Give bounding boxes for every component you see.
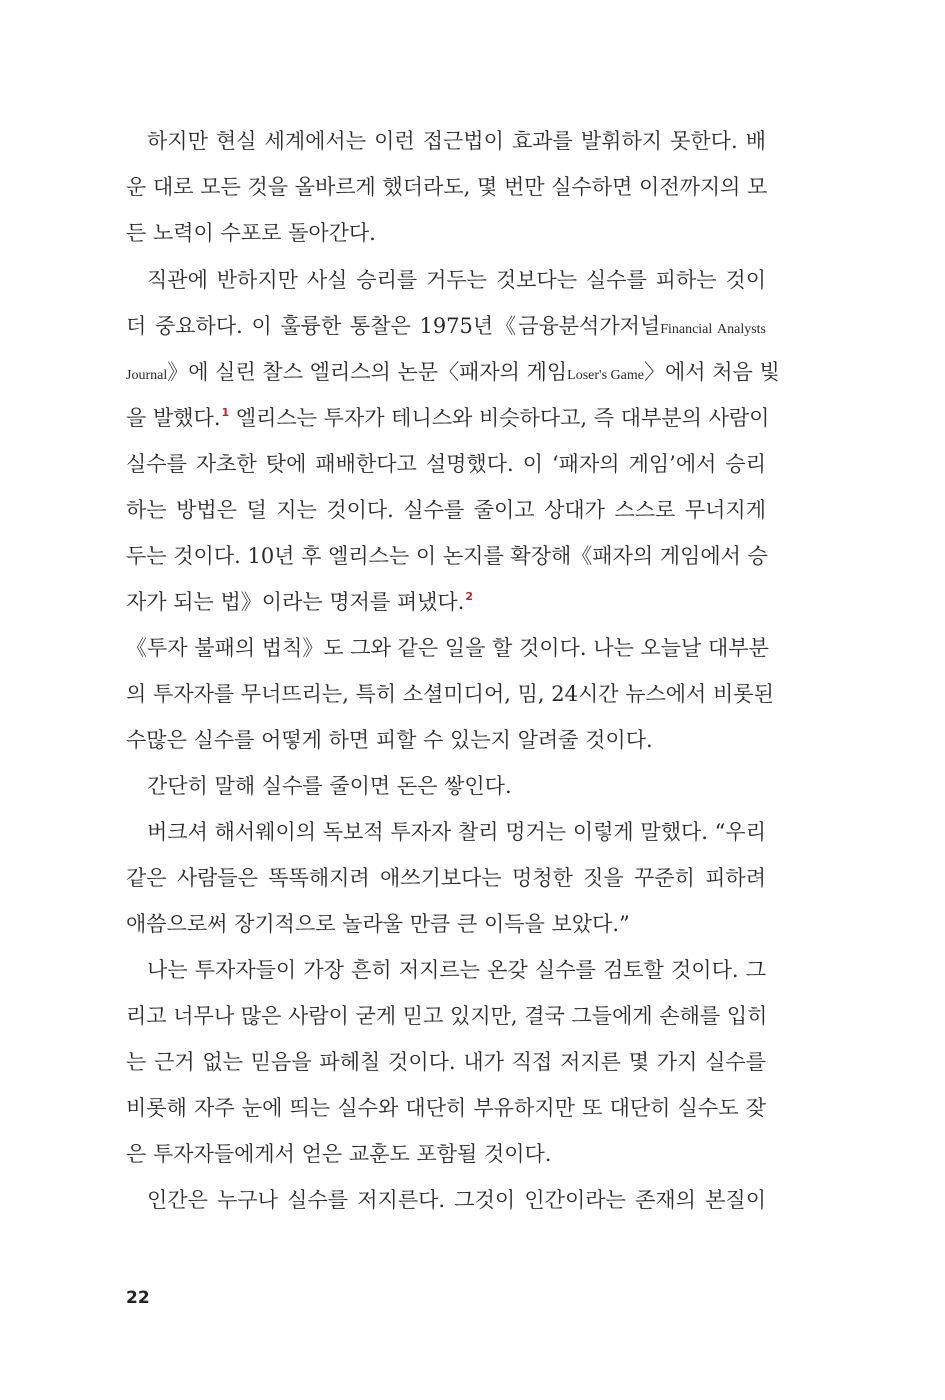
paragraph-1-line-3: 든 노력이 수포로 돌아간다. bbox=[126, 221, 376, 245]
paragraph-2-line-8: 자가 되는 법》이라는 명저를 펴냈다.$^2$ bbox=[126, 590, 474, 614]
paragraph-4-line-1: 간단히 말해 실수를 줄이면 돈은 쌓인다. bbox=[147, 774, 512, 798]
paragraph-5-line-3: 애씀으로써 장기적으로 놀라울 만큼 큰 이득을 보았다.” bbox=[126, 912, 630, 936]
english-journal-title-2: Journal bbox=[126, 368, 168, 383]
paragraph-2-line-3: Journal》에 실린 찰스 엘리스의 논문〈패자의 게임Loser's Game〉에서 처음 빛 bbox=[126, 360, 780, 384]
english-article-title: Loser's Game bbox=[567, 368, 644, 383]
paragraph-6-line-2: 리고 너무나 많은 사람이 굳게 믿고 있지만, 결국 그들에게 손해를 입히 bbox=[126, 1004, 768, 1028]
paragraph-2-line-2: 더 중요하다. 이 훌륭한 통찰은 1975년《금융분석가저널Financial Analysts bbox=[126, 314, 767, 338]
paragraph-6-line-3: 는 근거 없는 믿음을 파헤칠 것이다. 내가 직접 저지른 몇 가지 실수를 bbox=[126, 1050, 766, 1074]
paragraph-6-line-4: 비롯해 자주 눈에 띄는 실수와 대단히 부유하지만 또 대단히 실수도 잦 bbox=[126, 1096, 766, 1120]
footnote-marker-2[interactable]: 2 bbox=[465, 590, 474, 603]
paragraph-2-line-1: 직관에 반하지만 사실 승리를 거두는 것보다는 실수를 피하는 것이 bbox=[147, 268, 766, 292]
paragraph-3-line-1: 《투자 불패의 법칙》도 그와 같은 일을 할 것이다. 나는 오늘날 대부분 bbox=[126, 636, 769, 660]
paragraph-6-line-5: 은 투자자들에게서 얻은 교훈도 포함될 것이다. bbox=[126, 1142, 552, 1166]
paragraph-5-line-2: 같은 사람들은 똑똑해지려 애쓰기보다는 멍청한 짓을 꾸준히 피하려 bbox=[126, 866, 766, 890]
paragraph-2-line-7: 두는 것이다. 10년 후 엘리스는 이 논지를 확장해《패자의 게임에서 승 bbox=[126, 544, 768, 568]
paragraph-3-line-3: 수많은 실수를 어떻게 하면 피할 수 있는지 알려줄 것이다. bbox=[126, 728, 653, 752]
page-number: 22 bbox=[126, 1288, 150, 1308]
paragraph-2-line-4: 을 발했다.$^1$ 엘리스는 투자가 테니스와 비슷하다고, 즉 대부분의 사람이 bbox=[126, 406, 770, 430]
paragraph-5-line-1: 버크셔 해서웨이의 독보적 투자자 찰리 멍거는 이렇게 말했다. “우리 bbox=[147, 820, 766, 844]
paragraph-2-line-5: 실수를 자초한 탓에 패배한다고 설명했다. 이 ‘패자의 게임’에서 승리 bbox=[126, 452, 766, 476]
paragraph-6-line-1: 나는 투자자들이 가장 흔히 저지르는 온갖 실수를 검토할 것이다. 그 bbox=[147, 958, 766, 982]
paragraph-3-line-2: 의 투자자를 무너뜨리는, 특히 소셜미디어, 밈, 24시간 뉴스에서 비롯된 bbox=[126, 682, 774, 706]
footnote-marker-1[interactable]: 1 bbox=[221, 406, 230, 419]
paragraph-1-line-1: 하지만 현실 세계에서는 이런 접근법이 효과를 발휘하지 못한다. 배 bbox=[147, 129, 766, 153]
paragraph-1-line-2: 운 대로 모든 것을 올바르게 했더라도, 몇 번만 실수하면 이전까지의 모 bbox=[126, 175, 768, 199]
paragraph-7-line-1: 인간은 누구나 실수를 저지른다. 그것이 인간이라는 존재의 본질이 bbox=[147, 1188, 766, 1212]
english-journal-title-1: Financial Analysts bbox=[660, 322, 767, 337]
paragraph-2-line-6: 하는 방법은 덜 지는 것이다. 실수를 줄이고 상대가 스스로 무너지게 bbox=[126, 498, 766, 522]
